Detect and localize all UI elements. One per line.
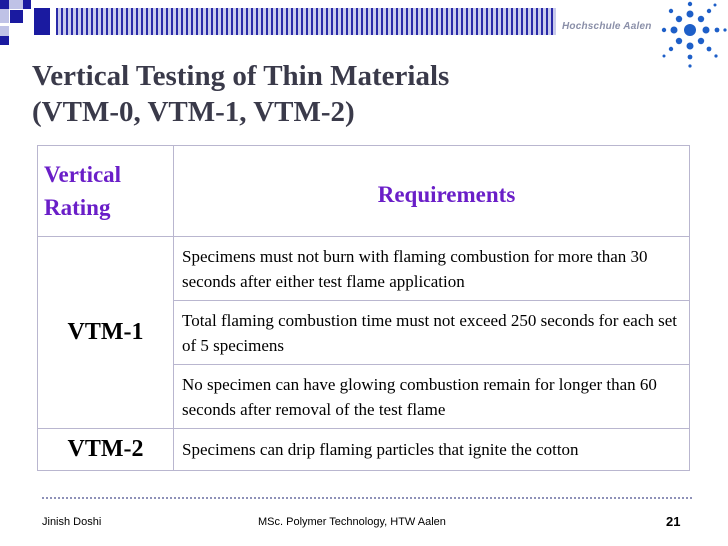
corner-square	[9, 0, 23, 9]
footer-divider	[42, 497, 692, 499]
table-header-row	[38, 146, 690, 237]
corner-square	[0, 36, 9, 45]
rating-cell: VTM-1	[38, 237, 174, 429]
footer-author: Jinish Doshi	[42, 516, 102, 528]
brand-name: Hochschule Aalen	[562, 21, 652, 32]
corner-square	[0, 26, 9, 36]
rating-cell: VTM-2	[38, 429, 174, 471]
striped-banner	[56, 8, 556, 35]
header-text: Rating	[44, 195, 111, 220]
corner-square	[0, 0, 9, 9]
header-requirements: Requirements	[174, 146, 690, 237]
footer-course: MSc. Polymer Technology, HTW Aalen	[258, 516, 446, 528]
page-number: 21	[666, 514, 681, 529]
requirement-cell: Specimens can drip flaming particles that ignite the cotton	[174, 429, 690, 471]
top-banner	[0, 0, 728, 50]
requirement-cell: Total flaming combustion time must not exceed 250 seconds for each set of 5 specimens	[174, 301, 690, 365]
title-line: Vertical Testing of Thin Materials	[32, 60, 450, 92]
slide-title	[32, 58, 712, 130]
corner-square	[34, 8, 50, 35]
requirement-cell: Specimens must not burn with flaming combustion for more than 30 seconds after either test flame application	[174, 237, 690, 301]
requirements-table	[37, 145, 690, 471]
header-text: Vertical	[44, 162, 122, 187]
table-row	[38, 237, 690, 301]
title-line: (VTM-0, VTM-1, VTM-2)	[32, 96, 355, 128]
corner-square	[10, 10, 23, 23]
requirement-cell: No specimen can have glowing combustion remain for longer than 60 seconds after removal of the test flame	[174, 365, 690, 429]
table-row	[38, 429, 690, 471]
corner-square	[23, 0, 31, 9]
header-vertical-rating	[38, 146, 174, 237]
corner-square	[0, 9, 9, 23]
